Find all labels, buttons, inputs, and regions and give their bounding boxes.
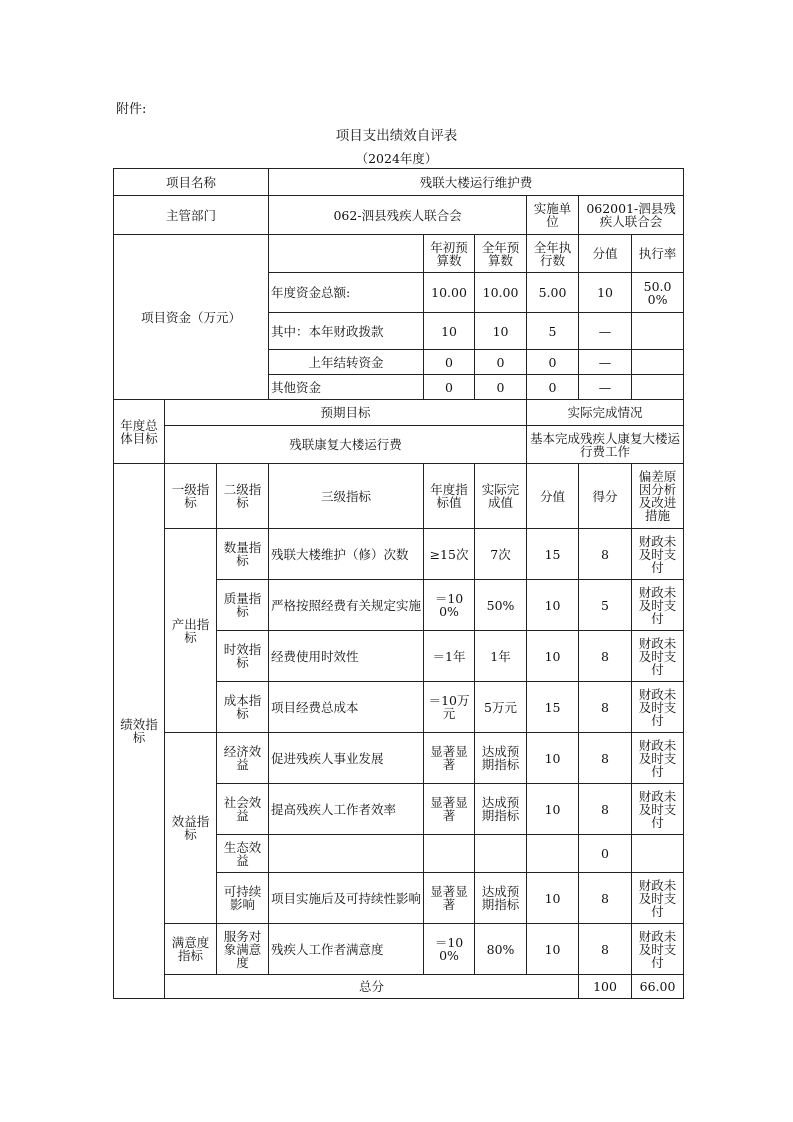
indicator-actual: 达成预期指标 bbox=[475, 733, 527, 784]
funds-header-executed: 全年执行数 bbox=[527, 235, 579, 273]
level2-indicator: 经济效益 bbox=[217, 733, 269, 784]
level3-indicator bbox=[269, 835, 424, 873]
indicator-score: 8 bbox=[579, 733, 632, 784]
level3-indicator: 项目实施后及可持续性影响 bbox=[269, 873, 424, 924]
goals-header-row bbox=[114, 400, 684, 426]
indicator-reason: 财政未及时支付 bbox=[632, 529, 684, 580]
level2-indicator: 生态效益 bbox=[217, 835, 269, 873]
funds-annual: 0 bbox=[475, 375, 527, 400]
level2-indicator: 质量指标 bbox=[217, 580, 269, 631]
indicator-score: 8 bbox=[579, 873, 632, 924]
funds-row-label: 年度资金总额: bbox=[269, 273, 424, 313]
level2-indicator: 数量指标 bbox=[217, 529, 269, 580]
indicator-target bbox=[424, 835, 475, 873]
indicator-score-value: 10 bbox=[527, 873, 579, 924]
indicator-actual: 80% bbox=[475, 924, 527, 975]
indicator-score-value: 10 bbox=[527, 631, 579, 682]
indicators-label: 绩效指标 bbox=[114, 464, 165, 999]
funds-header-annual: 全年预算数 bbox=[475, 235, 527, 273]
indicator-score-value: 10 bbox=[527, 924, 579, 975]
level3-indicator: 残联大楼维护（修）次数 bbox=[269, 529, 424, 580]
funds-annual: 10 bbox=[475, 313, 527, 350]
indicators-header-level1: 一级指标 bbox=[165, 464, 217, 529]
indicator-actual: 达成预期指标 bbox=[475, 873, 527, 924]
indicator-score: 8 bbox=[579, 784, 632, 835]
indicator-target: ＝100% bbox=[424, 924, 475, 975]
funds-rate bbox=[632, 313, 684, 350]
level1-indicator: 产出指标 bbox=[165, 529, 217, 733]
funds-executed: 0 bbox=[527, 350, 579, 375]
project-name-row bbox=[114, 169, 684, 196]
department-row bbox=[114, 196, 684, 235]
impl-label: 实施单位 bbox=[527, 196, 579, 235]
indicator-target: ＝100% bbox=[424, 580, 475, 631]
total-score: 66.00 bbox=[632, 975, 684, 999]
indicator-score-value: 10 bbox=[527, 733, 579, 784]
indicator-target: ≥15次 bbox=[424, 529, 475, 580]
level2-indicator: 时效指标 bbox=[217, 631, 269, 682]
indicators-header-score-value: 分值 bbox=[527, 464, 579, 529]
goals-value-row bbox=[114, 426, 684, 464]
indicators-header-target: 年度指标值 bbox=[424, 464, 475, 529]
funds-rate: 50.00% bbox=[632, 273, 684, 313]
level2-indicator: 社会效益 bbox=[217, 784, 269, 835]
indicator-score: 8 bbox=[579, 529, 632, 580]
goals-expected-value: 残联康复大楼运行费 bbox=[165, 426, 527, 464]
funds-initial: 0 bbox=[424, 375, 475, 400]
level3-indicator: 促进残疾人事业发展 bbox=[269, 733, 424, 784]
indicator-score-value: 10 bbox=[527, 580, 579, 631]
indicators-header-actual: 实际完成值 bbox=[475, 464, 527, 529]
indicator-reason: 财政未及时支付 bbox=[632, 733, 684, 784]
level3-indicator: 严格按照经费有关规定实施 bbox=[269, 580, 424, 631]
indicator-target: 显著显著 bbox=[424, 784, 475, 835]
indicator-score-value: 15 bbox=[527, 529, 579, 580]
level3-indicator: 提高残疾人工作者效率 bbox=[269, 784, 424, 835]
funds-initial: 10 bbox=[424, 313, 475, 350]
indicators-header-level2: 二级指标 bbox=[217, 464, 269, 529]
indicator-reason: 财政未及时支付 bbox=[632, 631, 684, 682]
indicator-row bbox=[114, 529, 684, 580]
level2-indicator: 服务对象满意度 bbox=[217, 924, 269, 975]
funds-row-label: 其中：本年财政拨款 bbox=[269, 313, 424, 350]
indicator-row bbox=[114, 733, 684, 784]
indicator-score-value: 10 bbox=[527, 784, 579, 835]
funds-header-row bbox=[114, 235, 684, 273]
total-score-value: 100 bbox=[579, 975, 632, 999]
total-label: 总分 bbox=[165, 975, 579, 999]
indicator-target: ＝1年 bbox=[424, 631, 475, 682]
indicator-score: 8 bbox=[579, 631, 632, 682]
goals-actual-value: 基本完成残疾人康复大楼运行费工作 bbox=[527, 426, 684, 464]
total-row bbox=[114, 975, 684, 999]
level1-indicator: 效益指标 bbox=[165, 733, 217, 924]
indicator-score: 8 bbox=[579, 682, 632, 733]
project-name-value: 残联大楼运行维护费 bbox=[269, 169, 684, 196]
funds-score-value: — bbox=[579, 375, 632, 400]
funds-initial: 10.00 bbox=[424, 273, 475, 313]
indicator-score: 0 bbox=[579, 835, 632, 873]
funds-header-rate: 执行率 bbox=[632, 235, 684, 273]
indicator-reason: 财政未及时支付 bbox=[632, 682, 684, 733]
funds-rate bbox=[632, 375, 684, 400]
level2-indicator: 可持续影响 bbox=[217, 873, 269, 924]
indicator-score-value bbox=[527, 835, 579, 873]
indicator-actual bbox=[475, 835, 527, 873]
funds-header-score-value: 分值 bbox=[579, 235, 632, 273]
funds-executed: 5 bbox=[527, 313, 579, 350]
indicator-score: 5 bbox=[579, 580, 632, 631]
indicators-header-reason: 偏差原因分析及改进措施 bbox=[632, 464, 684, 529]
indicator-target: 显著显著 bbox=[424, 733, 475, 784]
indicator-reason: 财政未及时支付 bbox=[632, 873, 684, 924]
indicator-target: ＝10万元 bbox=[424, 682, 475, 733]
level3-indicator: 残疾人工作者满意度 bbox=[269, 924, 424, 975]
indicator-actual: 5万元 bbox=[475, 682, 527, 733]
funds-initial: 0 bbox=[424, 350, 475, 375]
document-title: 项目支出绩效自评表 bbox=[335, 128, 458, 144]
indicator-target: 显著显著 bbox=[424, 873, 475, 924]
level2-indicator: 成本指标 bbox=[217, 682, 269, 733]
goals-label: 年度总体目标 bbox=[114, 400, 165, 464]
funds-label: 项目资金（万元） bbox=[114, 235, 269, 400]
goals-actual-label: 实际完成情况 bbox=[527, 400, 684, 426]
funds-rate bbox=[632, 350, 684, 375]
attachment-label: 附件: bbox=[116, 102, 147, 117]
level3-indicator: 经费使用时效性 bbox=[269, 631, 424, 682]
dept-value: 062-泗县残疾人联合会 bbox=[269, 196, 527, 235]
indicators-header-score: 得分 bbox=[579, 464, 632, 529]
indicator-reason bbox=[632, 835, 684, 873]
indicator-reason: 财政未及时支付 bbox=[632, 580, 684, 631]
funds-score-value: — bbox=[579, 350, 632, 375]
funds-score-value: — bbox=[579, 313, 632, 350]
funds-header-blank bbox=[269, 235, 424, 273]
indicator-row bbox=[114, 924, 684, 975]
funds-header-initial: 年初预算数 bbox=[424, 235, 475, 273]
indicators-header-level3: 三级指标 bbox=[269, 464, 424, 529]
funds-row-label: 上年结转资金 bbox=[269, 350, 424, 375]
indicator-score-value: 15 bbox=[527, 682, 579, 733]
funds-score-value: 10 bbox=[579, 273, 632, 313]
indicator-actual: 7次 bbox=[475, 529, 527, 580]
indicator-actual: 1年 bbox=[475, 631, 527, 682]
indicator-reason: 财政未及时支付 bbox=[632, 924, 684, 975]
level3-indicator: 项目经费总成本 bbox=[269, 682, 424, 733]
indicator-actual: 达成预期指标 bbox=[475, 784, 527, 835]
funds-annual: 10.00 bbox=[475, 273, 527, 313]
dept-label: 主管部门 bbox=[114, 196, 269, 235]
project-name-label: 项目名称 bbox=[114, 169, 269, 196]
document-subtitle: （2024年度） bbox=[355, 151, 438, 166]
funds-executed: 0 bbox=[527, 375, 579, 400]
evaluation-table bbox=[113, 168, 684, 999]
impl-value: 062001-泗县残疾人联合会 bbox=[579, 196, 684, 235]
goals-expected-label: 预期目标 bbox=[165, 400, 527, 426]
funds-executed: 5.00 bbox=[527, 273, 579, 313]
indicators-header-row bbox=[114, 464, 684, 529]
funds-annual: 0 bbox=[475, 350, 527, 375]
indicator-score: 8 bbox=[579, 924, 632, 975]
indicator-reason: 财政未及时支付 bbox=[632, 784, 684, 835]
level1-indicator: 满意度指标 bbox=[165, 924, 217, 975]
indicator-actual: 50% bbox=[475, 580, 527, 631]
funds-row-label: 其他资金 bbox=[269, 375, 424, 400]
